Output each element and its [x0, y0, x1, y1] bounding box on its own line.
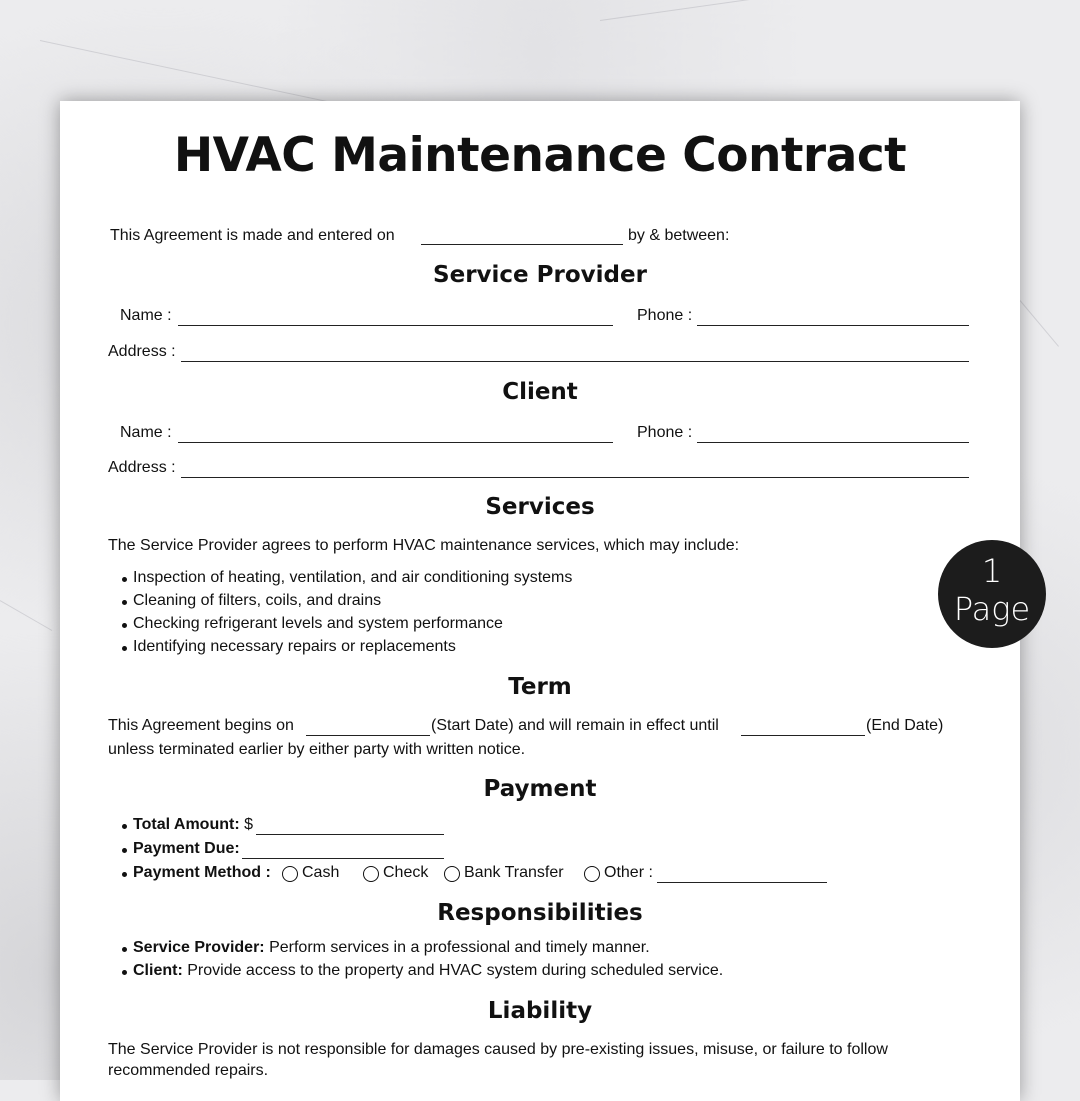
term-text: (Start Date) and will remain in effect until	[431, 717, 719, 734]
provider-name-field[interactable]	[178, 325, 613, 326]
responsibility-client: Client: Provide access to the property and HVAC system during scheduled service.	[133, 962, 724, 979]
term-text: (End Date)	[866, 717, 944, 734]
marble-vein	[1020, 300, 1059, 347]
bullet-icon	[122, 623, 127, 628]
provider-phone-field[interactable]	[697, 325, 969, 326]
bullet-icon	[122, 848, 127, 853]
intro-text-end: by & between:	[628, 227, 730, 244]
provider-address-field[interactable]	[181, 361, 969, 362]
provider-name-label: Name :	[120, 307, 172, 324]
client-name-label: Name :	[120, 424, 172, 441]
client-name-field[interactable]	[178, 442, 613, 443]
client-address-field[interactable]	[181, 477, 969, 478]
bullet-icon	[122, 824, 127, 829]
section-heading-term: Term	[508, 674, 572, 700]
services-item: Identifying necessary repairs or replacements	[133, 638, 456, 655]
services-item: Inspection of heating, ventilation, and air conditioning systems	[133, 569, 573, 586]
radio-check[interactable]	[363, 866, 379, 882]
agreement-date-field[interactable]	[421, 244, 623, 245]
client-address-label: Address :	[108, 459, 176, 476]
radio-bank-transfer[interactable]	[444, 866, 460, 882]
page-count-number: 1	[981, 552, 1003, 590]
payment-due-field[interactable]	[242, 858, 444, 859]
bullet-icon	[122, 577, 127, 582]
section-heading-client: Client	[502, 379, 578, 405]
page-count-label: Page	[953, 590, 1031, 628]
liability-text: The Service Provider is not responsible for damages caused by pre-existing issues, misuse, or failure to follow	[108, 1041, 888, 1058]
other-method-field[interactable]	[657, 882, 827, 883]
marble-vein	[600, 0, 976, 21]
services-item: Cleaning of filters, coils, and drains	[133, 592, 382, 609]
bullet-icon	[122, 970, 127, 975]
bullet-icon	[122, 600, 127, 605]
liability-text-line2: recommended repairs.	[108, 1062, 269, 1079]
section-heading-responsibilities: Responsibilities	[437, 900, 643, 926]
intro-text: This Agreement is made and entered on	[110, 227, 395, 244]
provider-phone-label: Phone :	[637, 307, 693, 324]
services-intro: The Service Provider agrees to perform HVAC maintenance services, which may include:	[108, 537, 740, 554]
radio-other[interactable]	[584, 866, 600, 882]
end-date-field[interactable]	[741, 735, 865, 736]
payment-method-label: Payment Method :	[133, 864, 271, 881]
term-text-line2: unless terminated earlier by either party with written notice.	[108, 741, 526, 758]
section-heading-payment: Payment	[483, 776, 597, 802]
section-heading-liability: Liability	[487, 998, 593, 1024]
client-phone-field[interactable]	[697, 442, 969, 443]
total-amount-label: Total Amount: $	[133, 816, 253, 833]
document-title: HVAC Maintenance Contract	[173, 128, 907, 183]
marble-vein	[0, 600, 52, 631]
bullet-icon	[122, 646, 127, 651]
payment-due-label: Payment Due:	[133, 840, 240, 857]
page-count-badge	[938, 540, 1046, 648]
radio-cash[interactable]	[282, 866, 298, 882]
option-other: Other :	[604, 864, 653, 881]
provider-address-label: Address :	[108, 343, 176, 360]
start-date-field[interactable]	[306, 735, 430, 736]
bullet-icon	[122, 872, 127, 877]
services-item: Checking refrigerant levels and system performance	[133, 615, 503, 632]
client-phone-label: Phone :	[637, 424, 693, 441]
section-heading-services: Services	[485, 494, 595, 520]
option-bank-transfer: Bank Transfer	[464, 864, 564, 881]
section-heading-service-provider: Service Provider	[433, 262, 647, 288]
option-check: Check	[383, 864, 429, 881]
total-amount-field[interactable]	[256, 834, 444, 835]
term-text: This Agreement begins on	[108, 717, 294, 734]
marble-vein	[40, 40, 334, 103]
bullet-icon	[122, 947, 127, 952]
option-cash: Cash	[302, 864, 340, 881]
responsibility-provider: Service Provider: Perform services in a professional and timely manner.	[133, 939, 650, 956]
